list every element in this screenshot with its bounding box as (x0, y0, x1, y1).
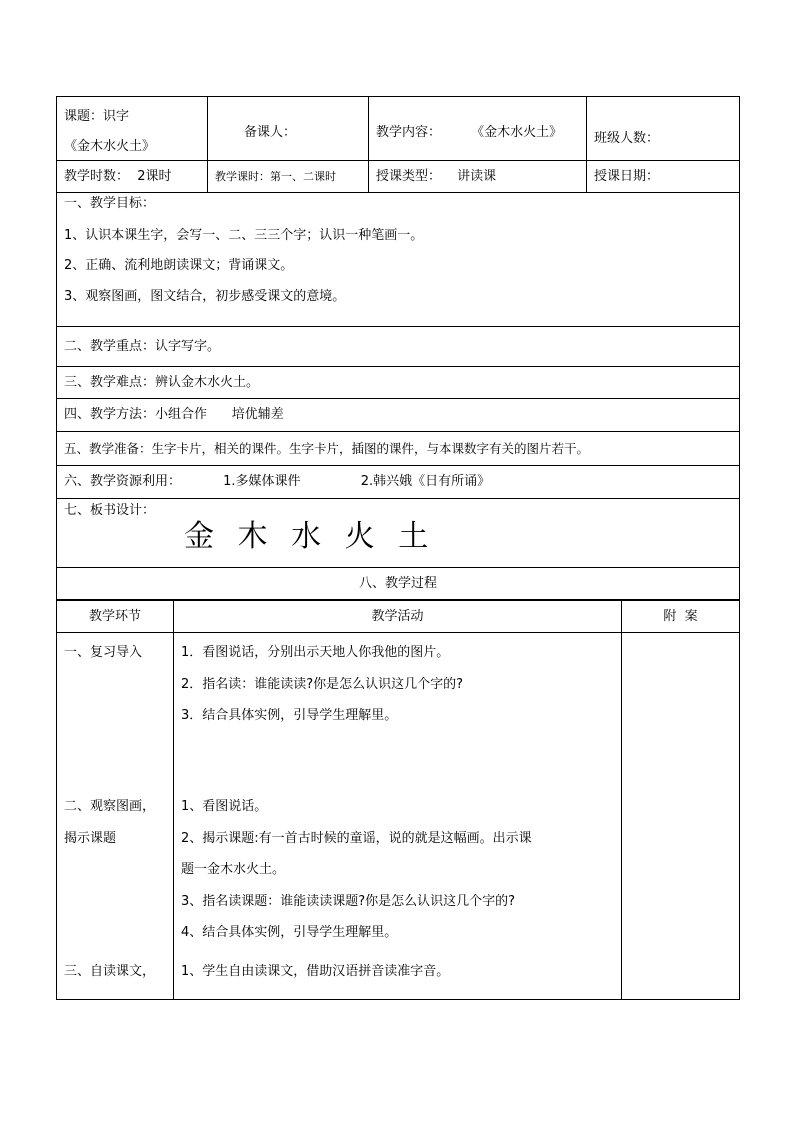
preparation-cell: 五、教学准备：生字卡片，相关的课件。生字卡片，插图的课件，与本课数字有关的图片若干。 (57, 432, 740, 466)
stage-block (64, 964, 166, 980)
stage-name: 一、复习导入 (64, 645, 143, 660)
board-char: 水 (291, 518, 322, 554)
difficulty-row (57, 367, 740, 399)
class-count-cell (587, 97, 740, 161)
preparer-label: 备课人： (244, 124, 297, 140)
activity-block (181, 645, 614, 799)
content-cell (369, 97, 587, 161)
resources-row (57, 466, 740, 499)
topic-cell (57, 97, 208, 161)
activity-line: 2．指名读：谁能读读?你是怎么认识这几个字的? (181, 676, 464, 692)
content-value: 《金木水火土》 (471, 125, 563, 140)
activity-block (181, 799, 614, 964)
lesson-plan-table (56, 96, 740, 600)
objectives-title: 一、教学目标： (64, 196, 156, 211)
board-char: 火 (344, 518, 375, 554)
lesson-type-value: 讲读课 (457, 168, 497, 184)
col-activity-header: 教学活动 (174, 601, 622, 633)
activity-line: 题一金木水火土。 (181, 862, 286, 878)
board-char: 木 (237, 518, 268, 554)
stage-block (64, 645, 166, 799)
objectives-row (57, 193, 740, 327)
process-table (56, 600, 740, 1000)
content-label: 教学内容： (376, 125, 442, 140)
activity-column (174, 633, 622, 1000)
stage-block (64, 799, 166, 964)
activity-line: 1、看图说话。 (181, 799, 268, 814)
activity-block (181, 964, 614, 980)
key-point-cell: 二、教学重点：认字写字。 (57, 327, 740, 367)
topic-line-2: 《金木水火土》 (64, 138, 156, 154)
activity-line: 4、结合具体实例，引导学生理解里。 (181, 925, 398, 941)
lesson-type-label: 授课类型： (376, 168, 442, 184)
preparation-row (57, 432, 740, 466)
resource-item-1: 1.多媒体课件 (223, 474, 301, 490)
objective-item: 3、观察图画，图文结合，初步感受课文的意境。 (64, 288, 346, 304)
process-body-row (57, 633, 740, 1000)
method-cell: 四、教学方法：小组合作 培优辅差 (57, 399, 740, 432)
difficulty-cell: 三、教学难点：辨认金木水火土。 (57, 367, 740, 399)
col-notes-header: 附 案 (622, 601, 740, 633)
date-cell: 授课日期： (587, 161, 740, 193)
process-title: 八、教学过程 (57, 568, 740, 600)
lesson-type-cell (369, 161, 587, 193)
col-stage-header: 教学环节 (57, 601, 174, 633)
notes-column (622, 633, 740, 1000)
board-char: 土 (398, 518, 429, 554)
preparer-cell (208, 97, 369, 161)
resources-label: 六、教学资源利用： (64, 474, 182, 490)
board-cell (57, 499, 740, 568)
header-row-2 (57, 161, 740, 193)
stage-name-cont: 揭示课题 (64, 830, 117, 846)
board-characters (64, 519, 732, 555)
topic-line-1: 课题：识字 (64, 109, 130, 124)
resource-item-2: 2.韩兴娥《日有所诵》 (360, 474, 491, 490)
activity-line: 2、揭示课题:有一首古时候的童谣，说的就是这幅画。出示课 (181, 830, 532, 846)
objectives-cell (57, 193, 740, 327)
stage-name: 三、自读课文， (64, 964, 156, 979)
objective-item: 2、正确、流利地朗读课文；背诵课文。 (64, 258, 294, 274)
resources-cell (57, 466, 740, 499)
process-header-row (57, 601, 740, 633)
activity-line: 1．看图说话，分别出示天地人你我他的图片。 (181, 645, 450, 660)
activity-line: 3、指名读课题：谁能读读课题?你是怎么认识这几个字的? (181, 893, 516, 909)
header-row-1 (57, 97, 740, 161)
activity-line: 1、学生自由读课文，借助汉语拼音读准字音。 (181, 964, 450, 979)
board-label: 七、板书设计： (64, 503, 156, 518)
class-count-label: 班级人数： (594, 130, 660, 146)
board-char: 金 (184, 518, 214, 554)
activity-line: 3．结合具体实例，引导学生理解里。 (181, 708, 398, 724)
period-cell: 教学课时：第一、二课时 (208, 161, 369, 193)
stage-name: 二、观察图画， (64, 799, 156, 814)
stage-column (57, 633, 174, 1000)
hours-cell: 教学时数： 2课时 (57, 161, 208, 193)
board-row (57, 499, 740, 568)
method-row (57, 399, 740, 432)
process-title-row (57, 568, 740, 600)
lesson-plan-sheet (56, 96, 739, 1000)
objective-item: 1、认识本课生字，会写一、二、三三个字；认识一种笔画一。 (64, 227, 424, 243)
key-point-row (57, 327, 740, 367)
